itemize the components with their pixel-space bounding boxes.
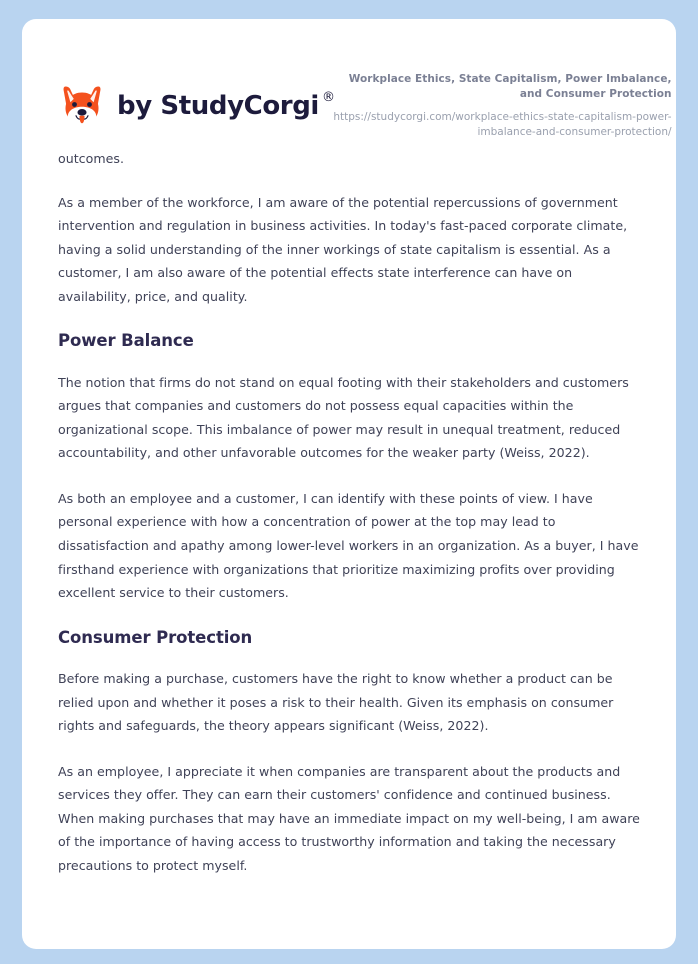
document-url[interactable]: https://studycorgi.com/workplace-ethics-state-capitalism-power-imbalance-and-consumer-protection/ bbox=[333, 111, 672, 138]
document-page-card bbox=[22, 19, 676, 949]
paragraph-before-purchase: Before making a purchase, customers have the right to know whether a product can be relied upon and whether it poses a risk to their health. Given its emphasis on consumer rights and safeguards, the theory appears significant (Weiss, 2022). bbox=[58, 671, 614, 734]
studycorgi-brand[interactable] bbox=[58, 80, 335, 130]
corgi-logo-icon bbox=[58, 82, 106, 130]
brand-wordmark-text: by StudyCorgi bbox=[117, 90, 319, 121]
brand-wordmark bbox=[117, 89, 335, 121]
heading-consumer-protection: Consumer Protection bbox=[58, 627, 253, 647]
paragraph-transparency: As an employee, I appreciate it when companies are transparent about the products and services they offer. They can earn their customers' confidence and continued business. When making purchases that may have an immediate impact on my well-being, I am aware of the importance of having access to trustworthy information and taking the necessary precautions to protect myself. bbox=[58, 763, 640, 873]
paragraph-power-notion: The notion that firms do not stand on equal footing with their stakeholders and customers argues that companies and customers do not possess equal capacities within the organizational scope. This imbalance of power may result in unequal treatment, reduced accountability, and other unfavorable outcomes for the weaker party (Weiss, 2022). bbox=[58, 374, 629, 461]
document-title: Workplace Ethics, State Capitalism, Power Imbalance, and Consumer Protection bbox=[348, 73, 672, 101]
paragraph-outcomes: outcomes. bbox=[58, 151, 125, 166]
document-body bbox=[22, 147, 676, 877]
heading-power-balance: Power Balance bbox=[58, 331, 194, 351]
header-meta bbox=[332, 69, 672, 140]
paragraph-workforce-member: As a member of the workforce, I am aware of the potential repercussions of government intervention and regulation in business activities. In today's fast-paced corporate climate, having a solid understanding of the inner workings of state capitalism is essential. As a customer, I am also aware of the potential effects state interference can have on availability, price, and quality. bbox=[58, 194, 628, 304]
paragraph-employee-customer-view: As both an employee and a customer, I can identify with these points of view. I have personal experience with how a concentration of power at the top may lead to dissatisfaction and apathy among lower-level workers in an organization. As a buyer, I have firsthand experience with organizations that prioritize maximizing profits over providing excellent service to their customers. bbox=[58, 490, 639, 601]
document-header bbox=[22, 19, 676, 147]
registered-trademark-icon: ® bbox=[321, 89, 335, 105]
